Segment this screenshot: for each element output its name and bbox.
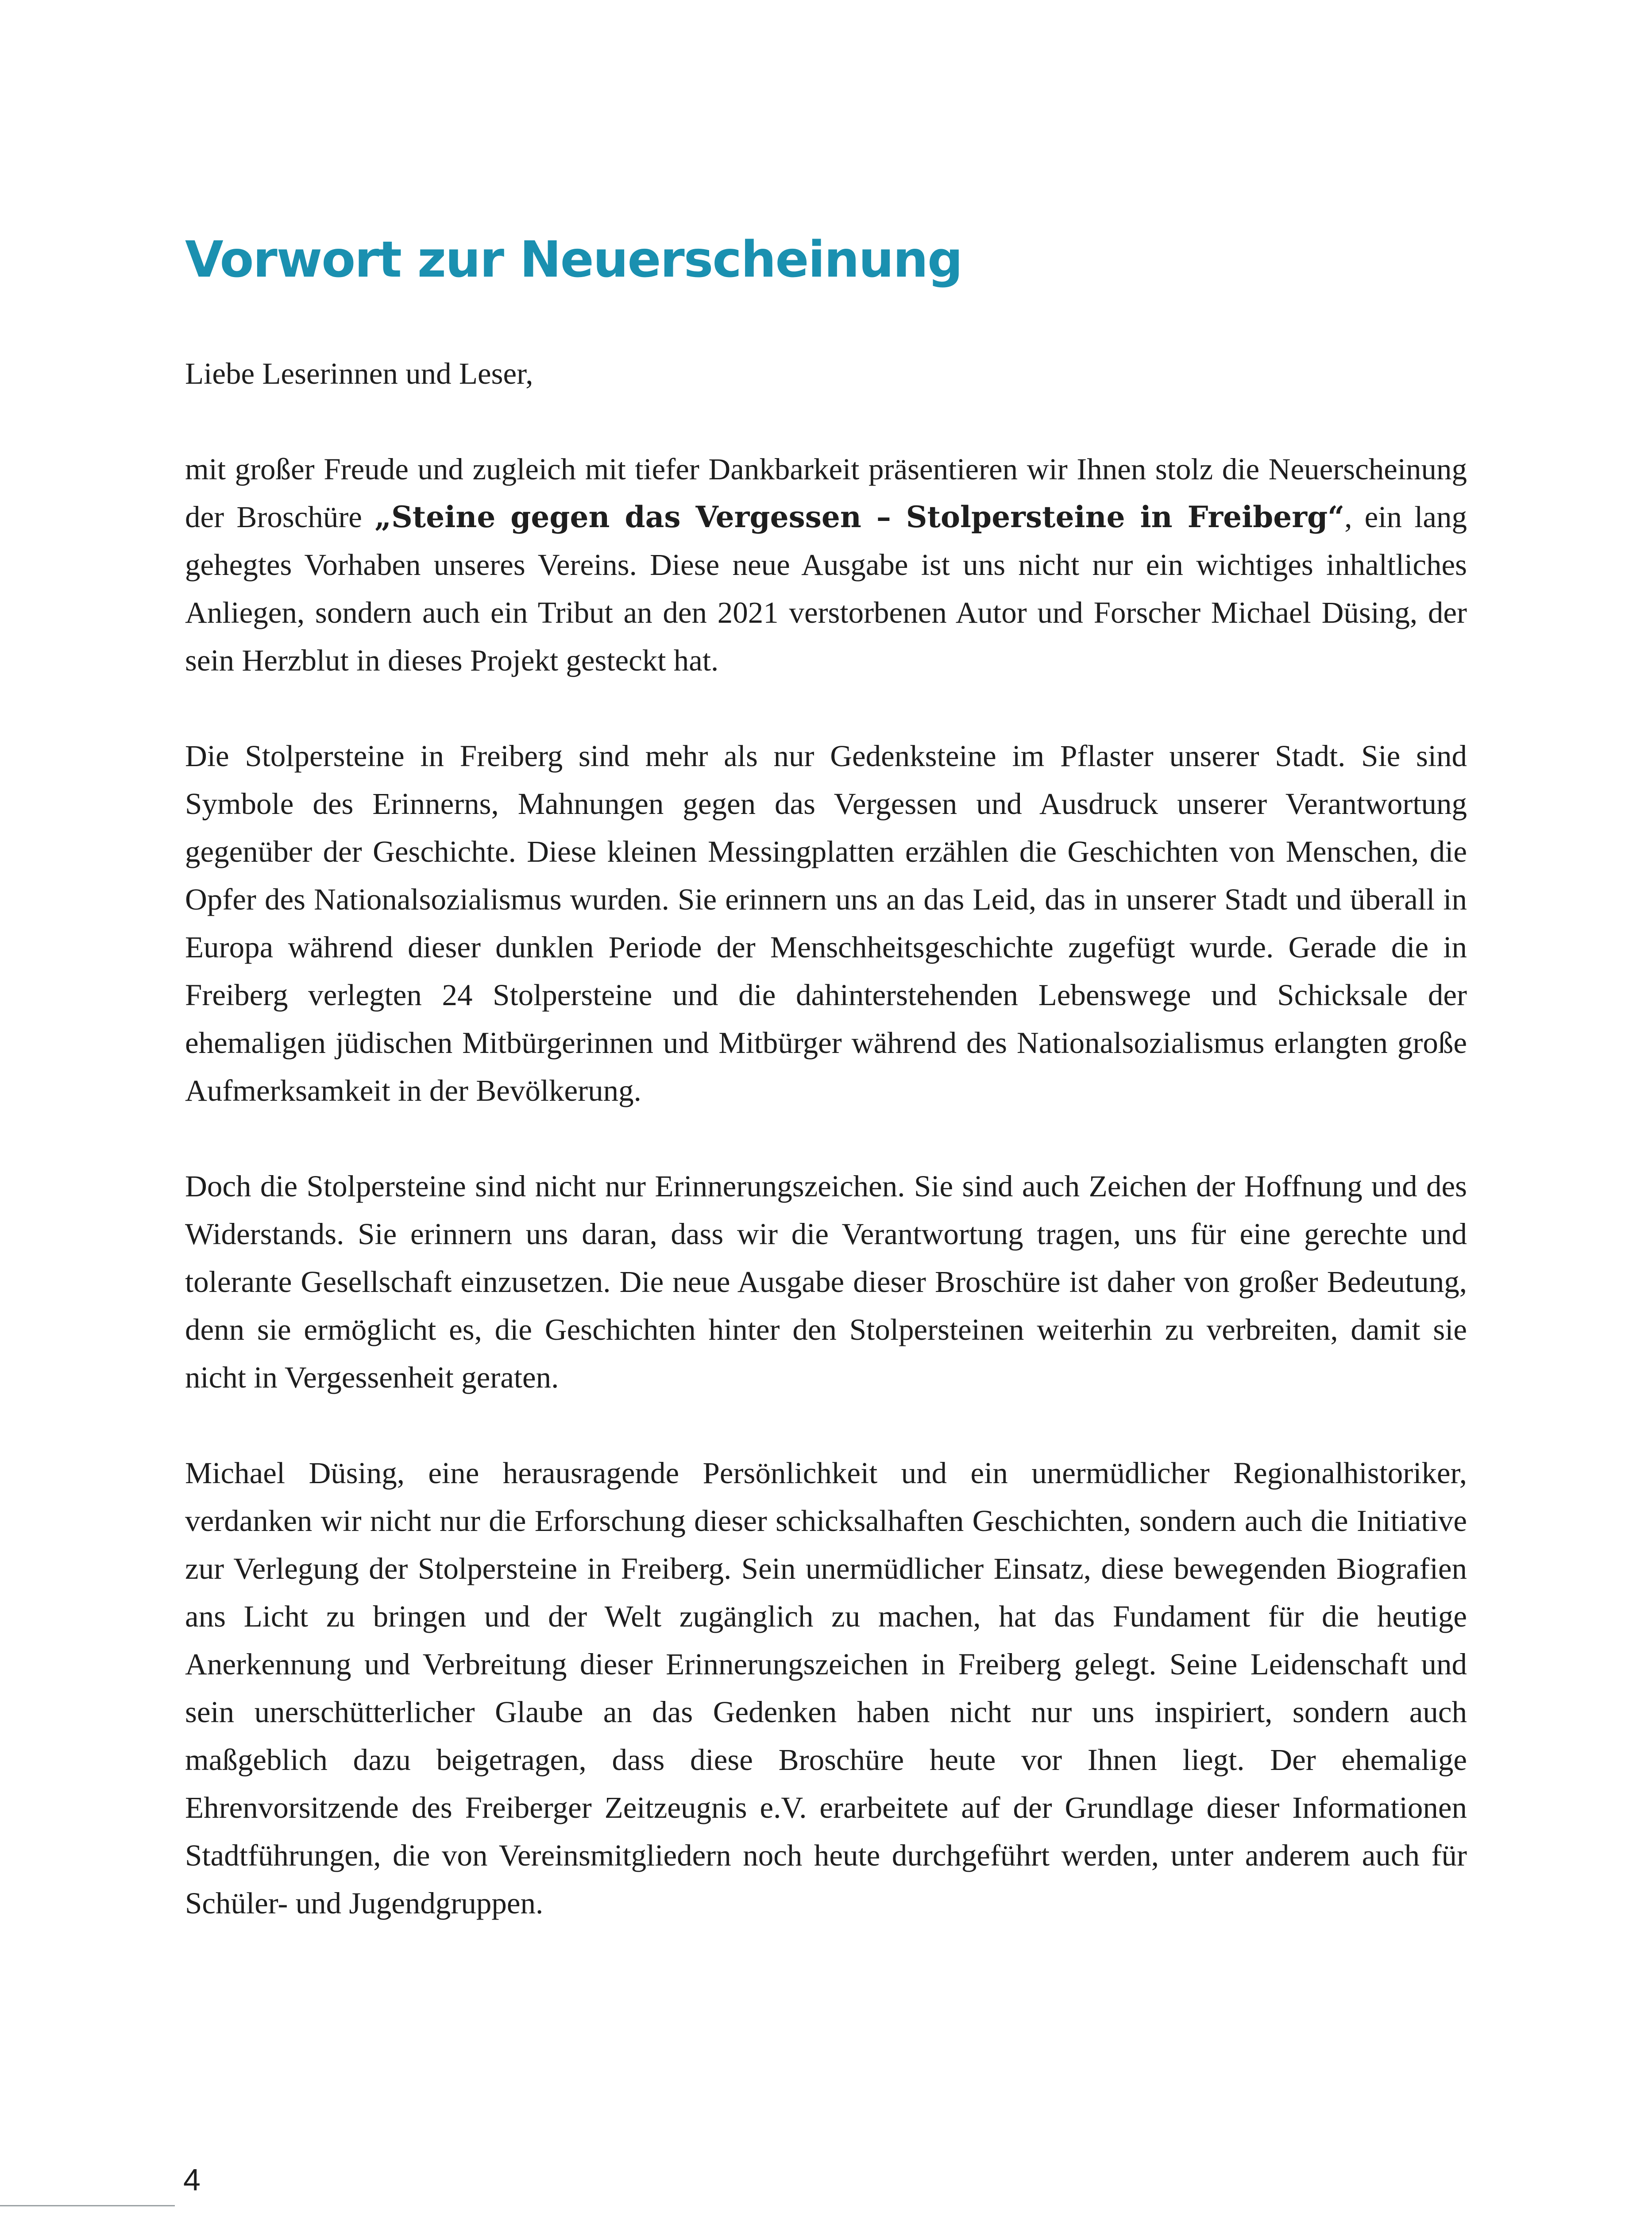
paragraph-intro bbox=[185, 445, 1467, 684]
footer-rule bbox=[0, 2205, 175, 2206]
paragraph-intro-before: mit großer Freude und zugleich mit tiefer Dankbarkeit präsentieren wir Ihnen stolz die Neuerscheinung der Broschüre bbox=[185, 452, 1467, 534]
page-title: Vorwort zur Neuerscheinung bbox=[185, 231, 962, 289]
paragraph-stolpersteine: Die Stolpersteine in Freiberg sind mehr als nur Gedenksteine im Pflaster unserer Stadt. Sie sind Symbole des Erinnerns, Mahnungen gegen das Vergessen und Ausdruck unserer Verantwortung gegenüber der Geschichte. Diese kleinen Messingplatten erzählen die Geschichten von Menschen, die Opfer des Nationalsozialismus wurden. Sie erinnern uns an das Leid, das in unserer Stadt und überall in Europa während dieser dunklen Periode der Menschheitsgeschichte zugefügt wurde. Gerade die in Freiberg verlegten 24 Stolpersteine und die dahinterstehenden Lebenswege und Schicksale der ehemaligen jüdischen Mitbürgerinnen und Mitbürger während des Nationalsozialismus erlangten große Aufmerksamkeit in der Bevölkerung. bbox=[185, 739, 1467, 1107]
body-text bbox=[185, 350, 1467, 1927]
paragraph-duesing: Michael Düsing, eine herausragende Persönlichkeit und ein unermüdlicher Regionalhistoriker, verdanken wir nicht nur die Erforschung dieser schicksalhaften Geschichten, sondern auch die Initiative zur Verlegung der Stolpersteine in Freiberg. Sein unermüdlicher Einsatz, diese bewegenden Biografien ans Licht zu bringen und der Welt zugänglich zu machen, hat das Fundament für die heutige Anerkennung und Verbreitung dieser Erinnerungszeichen in Freiberg gelegt. Seine Leidenschaft und sein unerschütterlicher Glaube an das Gedenken haben nicht nur uns inspiriert, sondern auch maßgeblich dazu beigetragen, dass diese Broschüre heute vor Ihnen liegt. Der ehemalige Ehrenvorsitzende des Freiberger Zeitzeugnis e.V. erarbeitete auf der Grundlage dieser Informationen Stadtführungen, die von Vereinsmitgliedern noch heute durchgeführt werden, unter anderem auch für Schüler- und Jugendgruppen. bbox=[185, 1456, 1467, 1920]
paragraph-hoffnung: Doch die Stolpersteine sind nicht nur Erinnerungszeichen. Sie sind auch Zeichen der Hoffnung und des Widerstands. Sie erinnern uns daran, dass wir die Verantwortung tragen, uns für eine gerechte und tolerante Gesellschaft einzusetzen. Die neue Ausgabe dieser Broschüre ist daher von großer Bedeutung, denn sie ermöglicht es, die Geschichten hinter den Stolpersteinen weiterhin zu verbreiten, damit sie nicht in Vergessenheit geraten. bbox=[185, 1169, 1467, 1394]
paragraph-intro-after: , ein lang gehegtes Vorhaben unseres Vereins. Diese neue Ausgabe ist uns nicht nur ein wichtiges inhaltliches Anliegen, sondern auch ein Tribut an den 2021 verstorbenen Autor und Forscher Michael Düsing, der sein Herzblut in dieses Projekt gesteckt hat. bbox=[185, 500, 1467, 677]
brochure-title: „Steine gegen das Vergessen – Stolpersteine in Freiberg“ bbox=[374, 500, 1345, 534]
salutation: Liebe Leserinnen und Leser, bbox=[185, 357, 533, 390]
page-number: 4 bbox=[183, 2163, 201, 2197]
